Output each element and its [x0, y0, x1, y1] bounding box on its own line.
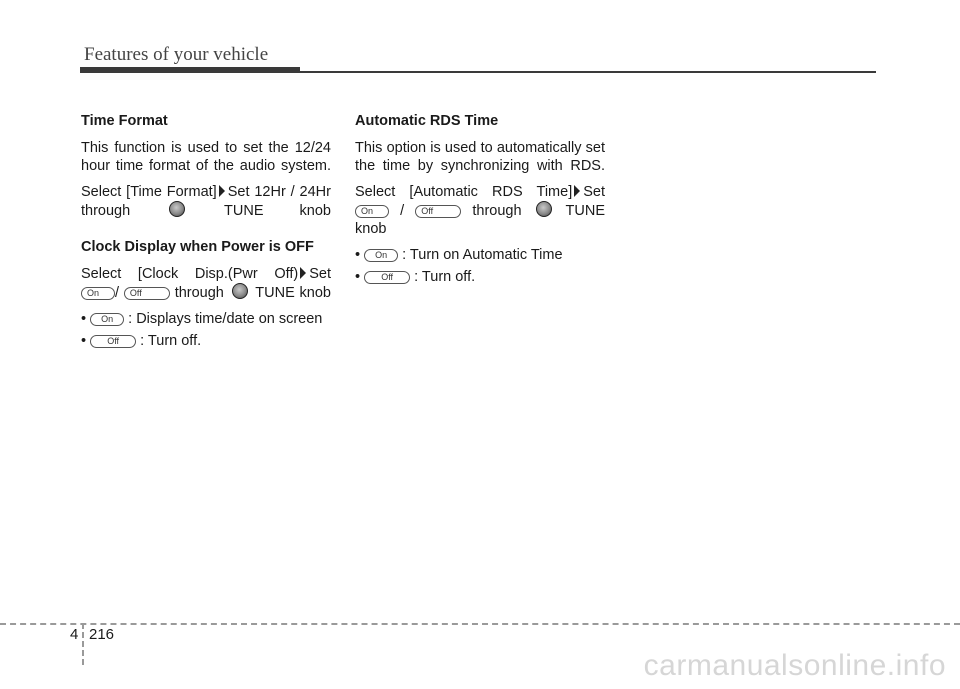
automatic-rds-time-instruction	[355, 183, 605, 238]
off-button-icon: Off	[124, 287, 170, 300]
time-format-description: This function is used to set the 12/24 hour time format of the audio system.	[81, 140, 331, 174]
instruction-prefix: Select [Time Format]	[81, 184, 217, 200]
list-item-off	[355, 268, 605, 286]
instruction-through: through	[174, 285, 224, 301]
tune-knob-icon	[169, 201, 185, 217]
clock-display-heading: Clock Display when Power is OFF	[81, 239, 314, 255]
automatic-rds-time-description: This option is used to automatically set the time by synchronizing with RDS.	[355, 140, 605, 174]
slash: /	[400, 203, 405, 219]
right-column	[355, 112, 605, 290]
watermark: carmanualsonline.info	[643, 649, 946, 682]
arrow-right-icon	[300, 267, 306, 279]
header-bar-thick	[80, 67, 300, 73]
instruction-suffix: TUNE knob	[255, 285, 331, 301]
on-button-icon: On	[90, 313, 124, 326]
list-item-off	[81, 332, 331, 350]
list-item-on	[355, 246, 605, 264]
list-item-on	[81, 310, 331, 328]
tune-knob-icon	[536, 201, 552, 217]
instruction-suffix: TUNE knob	[224, 203, 331, 219]
automatic-rds-time-heading: Automatic RDS Time	[355, 113, 499, 129]
bullet: •	[81, 333, 87, 349]
instruction-mid: Set 12Hr / 24Hr through	[81, 184, 331, 219]
off-button-icon: Off	[364, 271, 410, 284]
list-item-text: : Turn off.	[140, 333, 202, 349]
bullet: •	[355, 269, 361, 285]
arrow-right-icon	[219, 185, 225, 197]
on-button-icon: On	[81, 287, 115, 300]
footer-rule	[0, 623, 960, 625]
time-format-instruction	[81, 183, 331, 220]
arrow-right-icon	[574, 185, 580, 197]
tune-knob-icon	[232, 283, 248, 299]
off-button-icon: Off	[415, 205, 461, 218]
page-number: 216	[89, 626, 115, 643]
instruction-through: through	[472, 203, 522, 219]
time-format-heading: Time Format	[81, 113, 168, 129]
bullet: •	[81, 311, 87, 327]
instruction-suffix: TUNE knob	[355, 203, 605, 237]
list-item-text: : Turn on Automatic Time	[402, 247, 563, 263]
list-item-text: : Turn off.	[414, 269, 476, 285]
chapter-number: 4	[70, 626, 79, 643]
instruction-prefix: Select [Clock Disp.(Pwr Off)	[81, 266, 299, 282]
bullet: •	[355, 247, 361, 263]
slash: /	[115, 285, 120, 301]
page-header-title: Features of your vehicle	[84, 44, 269, 65]
on-button-icon: On	[355, 205, 389, 218]
instruction-mid: Set	[583, 184, 605, 200]
clock-display-instruction	[81, 265, 331, 302]
instruction-prefix: Select [Automatic RDS Time]	[355, 184, 573, 200]
on-button-icon: On	[364, 249, 398, 262]
off-button-icon: Off	[90, 335, 136, 348]
footer-divider	[82, 623, 84, 665]
list-item-text: : Displays time/date on screen	[128, 311, 323, 327]
left-column	[81, 112, 331, 354]
header-rule	[300, 71, 876, 73]
instruction-mid: Set	[309, 266, 331, 282]
